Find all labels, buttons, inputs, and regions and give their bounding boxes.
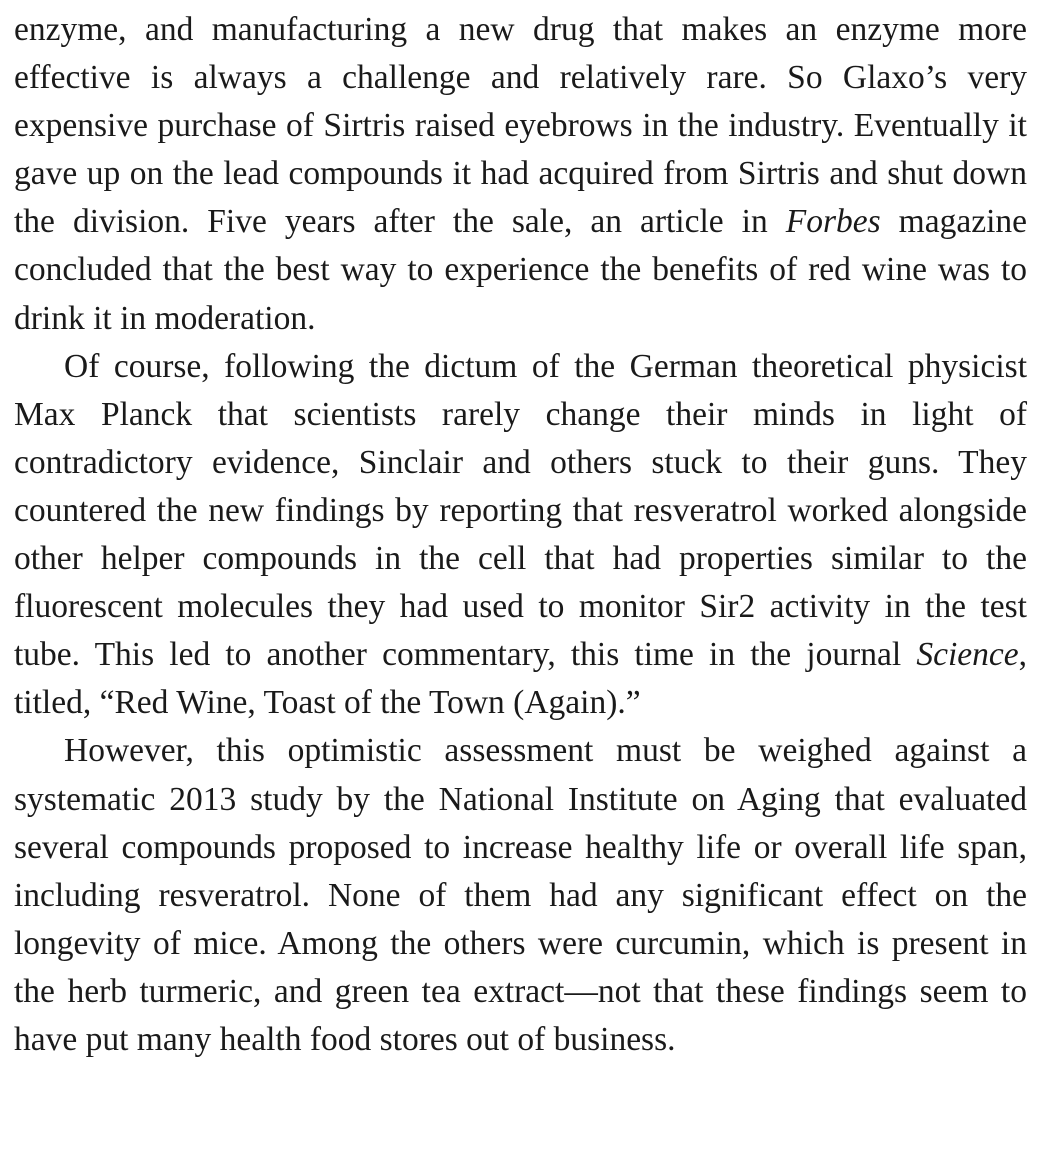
paragraph-text: Of course, following the dictum of the German theoretical physicist Max Planck that scientists rarely change their minds in light of contradictory evidence, Sinclair and others stuck to their guns. They countered the new findings by reporting that resveratrol worked alongside other helper compounds in the cell that had properties similar to the fluorescent molecules they had used to monitor Sir2 activity in the test tube. This led to another commentary, this time in the journal — [14, 347, 1027, 674]
magazine-title-forbes: Forbes — [785, 203, 881, 241]
paragraph-3 — [14, 727, 1027, 1064]
paragraph-text: , titled, “Red Wine, Toast of the Town (Again).” — [14, 636, 1027, 722]
journal-title-science: Science — [916, 636, 1019, 674]
book-page — [14, 6, 1027, 1064]
paragraph-2 — [14, 343, 1027, 728]
paragraph-text: magazine concluded that the best way to experience the benefits of red wine was to drink it in moderation. — [14, 203, 1027, 337]
paragraph-text: enzyme, and manufacturing a new drug that makes an enzyme more effective is always a challenge and relatively rare. So Glaxo’s very expensive purchase of Sirtris raised eyebrows in the industry. Eventually it gave up on the lead compounds it had acquired from Sirtris and shut down the division. Five years after the sale, an article in — [14, 11, 1027, 241]
paragraph-1 — [14, 6, 1027, 343]
paragraph-text: However, this optimistic assessment must be weighed against a systematic 2013 study by the National Institute on Aging that evaluated several compounds proposed to increase healthy life or overall life span, including resveratrol. None of them had any significant effect on the longevity of mice. Among the others were curcumin, which is present in the herb turmeric, and green tea extract—not that these findings seem to have put many health food stores out of business. — [14, 732, 1027, 1058]
